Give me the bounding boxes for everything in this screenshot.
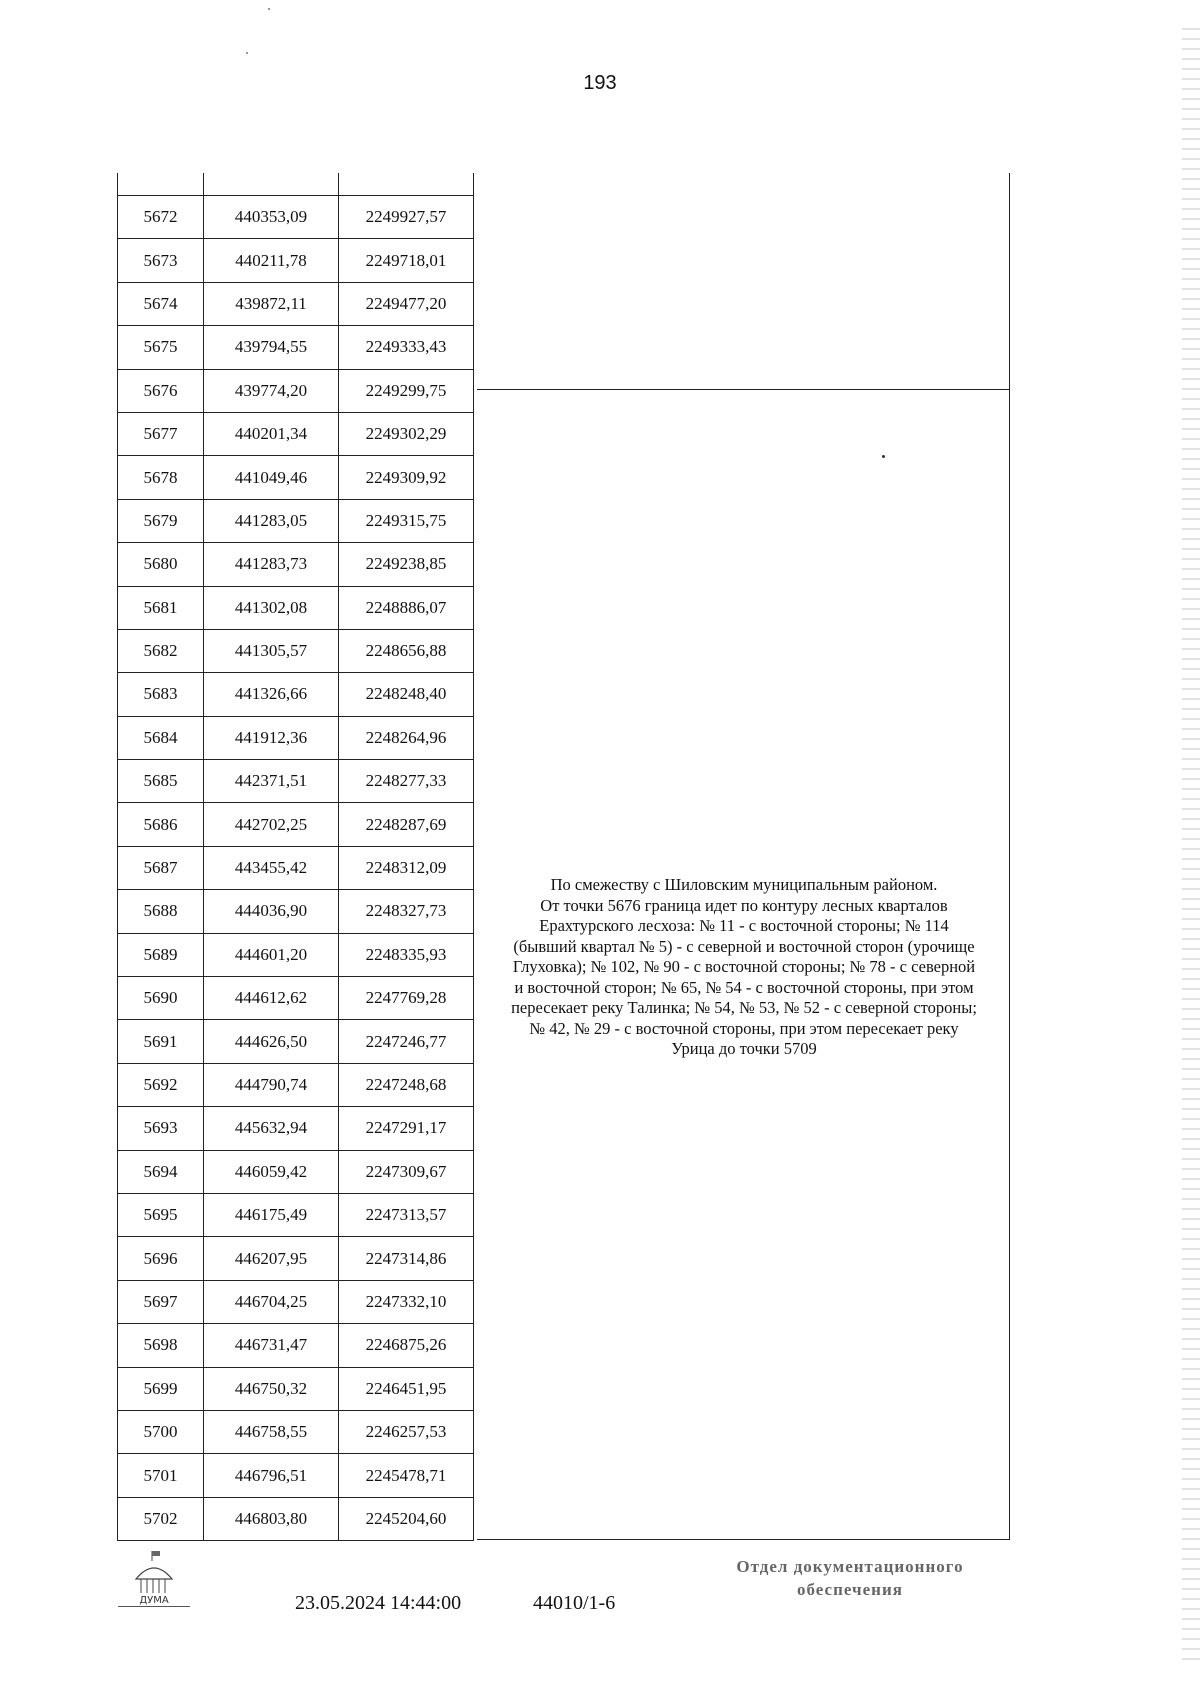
x-coordinate: 446207,95 xyxy=(204,1237,339,1280)
table-row xyxy=(118,1454,474,1497)
scan-edge-marks xyxy=(1182,20,1200,1660)
description-line: Урица до точки 5709 xyxy=(671,1039,817,1058)
table-row xyxy=(118,977,474,1020)
table-continuation-row xyxy=(118,173,474,196)
y-coordinate: 2248248,40 xyxy=(339,673,474,716)
y-coordinate: 2249718,01 xyxy=(339,239,474,282)
point-number: 5696 xyxy=(118,1237,204,1280)
y-coordinate: 2248656,88 xyxy=(339,629,474,672)
point-number: 5688 xyxy=(118,890,204,933)
x-coordinate: 439774,20 xyxy=(204,369,339,412)
point-number: 5675 xyxy=(118,326,204,369)
point-number: 5681 xyxy=(118,586,204,629)
point-number: 5674 xyxy=(118,282,204,325)
table-row xyxy=(118,543,474,586)
table-row xyxy=(118,629,474,672)
y-coordinate: 2247309,67 xyxy=(339,1150,474,1193)
y-coordinate: 2246875,26 xyxy=(339,1324,474,1367)
y-coordinate: 2248287,69 xyxy=(339,803,474,846)
point-number: 5678 xyxy=(118,456,204,499)
table-row xyxy=(118,282,474,325)
description-line: От точки 5676 граница идет по контуру лесных кварталов xyxy=(540,895,948,915)
x-coordinate: 444626,50 xyxy=(204,1020,339,1063)
table-row xyxy=(118,803,474,846)
point-number: 5692 xyxy=(118,1063,204,1106)
y-coordinate: 2245478,71 xyxy=(339,1454,474,1497)
table-row xyxy=(118,890,474,933)
y-coordinate: 2248312,09 xyxy=(339,846,474,889)
point-number: 5673 xyxy=(118,239,204,282)
point-number: 5682 xyxy=(118,629,204,672)
table-row xyxy=(118,1367,474,1410)
x-coordinate: 439872,11 xyxy=(204,282,339,325)
description-line: По смежеству с Шиловским муниципальным районом. xyxy=(550,875,938,894)
point-number: 5677 xyxy=(118,412,204,455)
table-row xyxy=(118,1324,474,1367)
description-line: пересекает реку Талинка; № 54, № 53, № 52 - с северной стороны; xyxy=(511,998,977,1017)
y-coordinate: 2249315,75 xyxy=(339,499,474,542)
point-number: 5701 xyxy=(118,1454,204,1497)
y-coordinate: 2246257,53 xyxy=(339,1410,474,1453)
y-coordinate: 2247246,77 xyxy=(339,1020,474,1063)
description-line: и восточной сторон; № 65, № 54 - с восточной стороны, при этом xyxy=(514,977,974,997)
table-row xyxy=(118,239,474,282)
coordinates-table xyxy=(117,173,474,1541)
scan-speck xyxy=(882,455,885,458)
table-row xyxy=(118,716,474,759)
point-number: 5689 xyxy=(118,933,204,976)
x-coordinate: 441912,36 xyxy=(204,716,339,759)
point-number: 5702 xyxy=(118,1497,204,1540)
y-coordinate: 2249927,57 xyxy=(339,196,474,239)
x-coordinate: 440353,09 xyxy=(204,196,339,239)
point-number: 5679 xyxy=(118,499,204,542)
point-number: 5685 xyxy=(118,760,204,803)
x-coordinate: 446750,32 xyxy=(204,1367,339,1410)
x-coordinate: 441049,46 xyxy=(204,456,339,499)
point-number: 5695 xyxy=(118,1193,204,1236)
table-row xyxy=(118,1020,474,1063)
table-row xyxy=(118,846,474,889)
x-coordinate: 446704,25 xyxy=(204,1280,339,1323)
x-coordinate: 441283,05 xyxy=(204,499,339,542)
y-coordinate: 2249333,43 xyxy=(339,326,474,369)
description-cell-previous xyxy=(477,173,1010,390)
table-row xyxy=(118,1497,474,1540)
table-row xyxy=(118,1193,474,1236)
y-coordinate: 2247291,17 xyxy=(339,1107,474,1150)
point-number: 5680 xyxy=(118,543,204,586)
point-number: 5684 xyxy=(118,716,204,759)
table-row xyxy=(118,1237,474,1280)
point-number: 5691 xyxy=(118,1020,204,1063)
point-number: 5697 xyxy=(118,1280,204,1323)
duma-logo-icon xyxy=(124,1549,184,1609)
x-coordinate: 446796,51 xyxy=(204,1454,339,1497)
y-coordinate: 2249238,85 xyxy=(339,543,474,586)
point-number: 5676 xyxy=(118,369,204,412)
table-row xyxy=(118,1063,474,1106)
table-row xyxy=(118,1410,474,1453)
timestamp: 23.05.2024 14:44:00 xyxy=(295,1592,462,1614)
x-coordinate: 444601,20 xyxy=(204,933,339,976)
x-coordinate: 439794,55 xyxy=(204,326,339,369)
x-coordinate: 446803,80 xyxy=(204,1497,339,1540)
table-row xyxy=(118,412,474,455)
table-row xyxy=(118,326,474,369)
y-coordinate: 2248277,33 xyxy=(339,760,474,803)
document-number: 44010/1-6 xyxy=(533,1592,616,1614)
table-row xyxy=(118,196,474,239)
x-coordinate: 441283,73 xyxy=(204,543,339,586)
x-coordinate: 446758,55 xyxy=(204,1410,339,1453)
table-row xyxy=(118,1150,474,1193)
table-row xyxy=(118,933,474,976)
x-coordinate: 446731,47 xyxy=(204,1324,339,1367)
y-coordinate: 2247248,68 xyxy=(339,1063,474,1106)
stamp-line: Отдел документационного xyxy=(736,1557,964,1576)
y-coordinate: 2249309,92 xyxy=(339,456,474,499)
description-line: Ерахтурского лесхоза: № 11 - с восточной стороны; № 114 xyxy=(539,916,949,935)
point-number: 5698 xyxy=(118,1324,204,1367)
stamp-line: обеспечения xyxy=(797,1580,903,1599)
y-coordinate: 2249299,75 xyxy=(339,369,474,412)
point-number: 5690 xyxy=(118,977,204,1020)
table-row xyxy=(118,673,474,716)
point-number: 5672 xyxy=(118,196,204,239)
x-coordinate: 444790,74 xyxy=(204,1063,339,1106)
y-coordinate: 2247313,57 xyxy=(339,1193,474,1236)
page-number: 193 xyxy=(583,72,617,94)
table-row xyxy=(118,1280,474,1323)
y-coordinate: 2247769,28 xyxy=(339,977,474,1020)
x-coordinate: 444612,62 xyxy=(204,977,339,1020)
y-coordinate: 2248335,93 xyxy=(339,933,474,976)
y-coordinate: 2247314,86 xyxy=(339,1237,474,1280)
point-number: 5683 xyxy=(118,673,204,716)
y-coordinate: 2245204,60 xyxy=(339,1497,474,1540)
table-row xyxy=(118,760,474,803)
point-number: 5694 xyxy=(118,1150,204,1193)
x-coordinate: 442371,51 xyxy=(204,760,339,803)
y-coordinate: 2248886,07 xyxy=(339,586,474,629)
description-line: № 42, № 29 - с восточной стороны, при этом пересекает реку xyxy=(529,1018,959,1038)
y-coordinate: 2248264,96 xyxy=(339,716,474,759)
scan-speck xyxy=(246,52,248,54)
department-stamp xyxy=(700,1555,1000,1601)
x-coordinate: 440201,34 xyxy=(204,412,339,455)
table-row xyxy=(118,369,474,412)
table-row xyxy=(118,1107,474,1150)
x-coordinate: 442702,25 xyxy=(204,803,339,846)
table-row xyxy=(118,586,474,629)
point-number: 5687 xyxy=(118,846,204,889)
boundary-description xyxy=(487,875,1001,1060)
x-coordinate: 441305,57 xyxy=(204,629,339,672)
point-number: 5693 xyxy=(118,1107,204,1150)
table-row xyxy=(118,499,474,542)
table-row xyxy=(118,456,474,499)
x-coordinate: 446059,42 xyxy=(204,1150,339,1193)
x-coordinate: 441326,66 xyxy=(204,673,339,716)
logo-underline xyxy=(118,1606,190,1611)
x-coordinate: 443455,42 xyxy=(204,846,339,889)
x-coordinate: 445632,94 xyxy=(204,1107,339,1150)
x-coordinate: 441302,08 xyxy=(204,586,339,629)
description-line: Глуховка); № 102, № 90 - с восточной стороны; № 78 - с северной xyxy=(512,957,976,976)
x-coordinate: 446175,49 xyxy=(204,1193,339,1236)
y-coordinate: 2247332,10 xyxy=(339,1280,474,1323)
description-line: (бывший квартал № 5) - с северной и восточной сторон (урочище xyxy=(513,936,975,956)
point-number: 5700 xyxy=(118,1410,204,1453)
svg-text:ДУМА: ДУМА xyxy=(139,1595,169,1606)
y-coordinate: 2249477,20 xyxy=(339,282,474,325)
point-number: 5686 xyxy=(118,803,204,846)
x-coordinate: 440211,78 xyxy=(204,239,339,282)
y-coordinate: 2249302,29 xyxy=(339,412,474,455)
y-coordinate: 2248327,73 xyxy=(339,890,474,933)
point-number: 5699 xyxy=(118,1367,204,1410)
scan-speck xyxy=(268,8,270,10)
y-coordinate: 2246451,95 xyxy=(339,1367,474,1410)
x-coordinate: 444036,90 xyxy=(204,890,339,933)
